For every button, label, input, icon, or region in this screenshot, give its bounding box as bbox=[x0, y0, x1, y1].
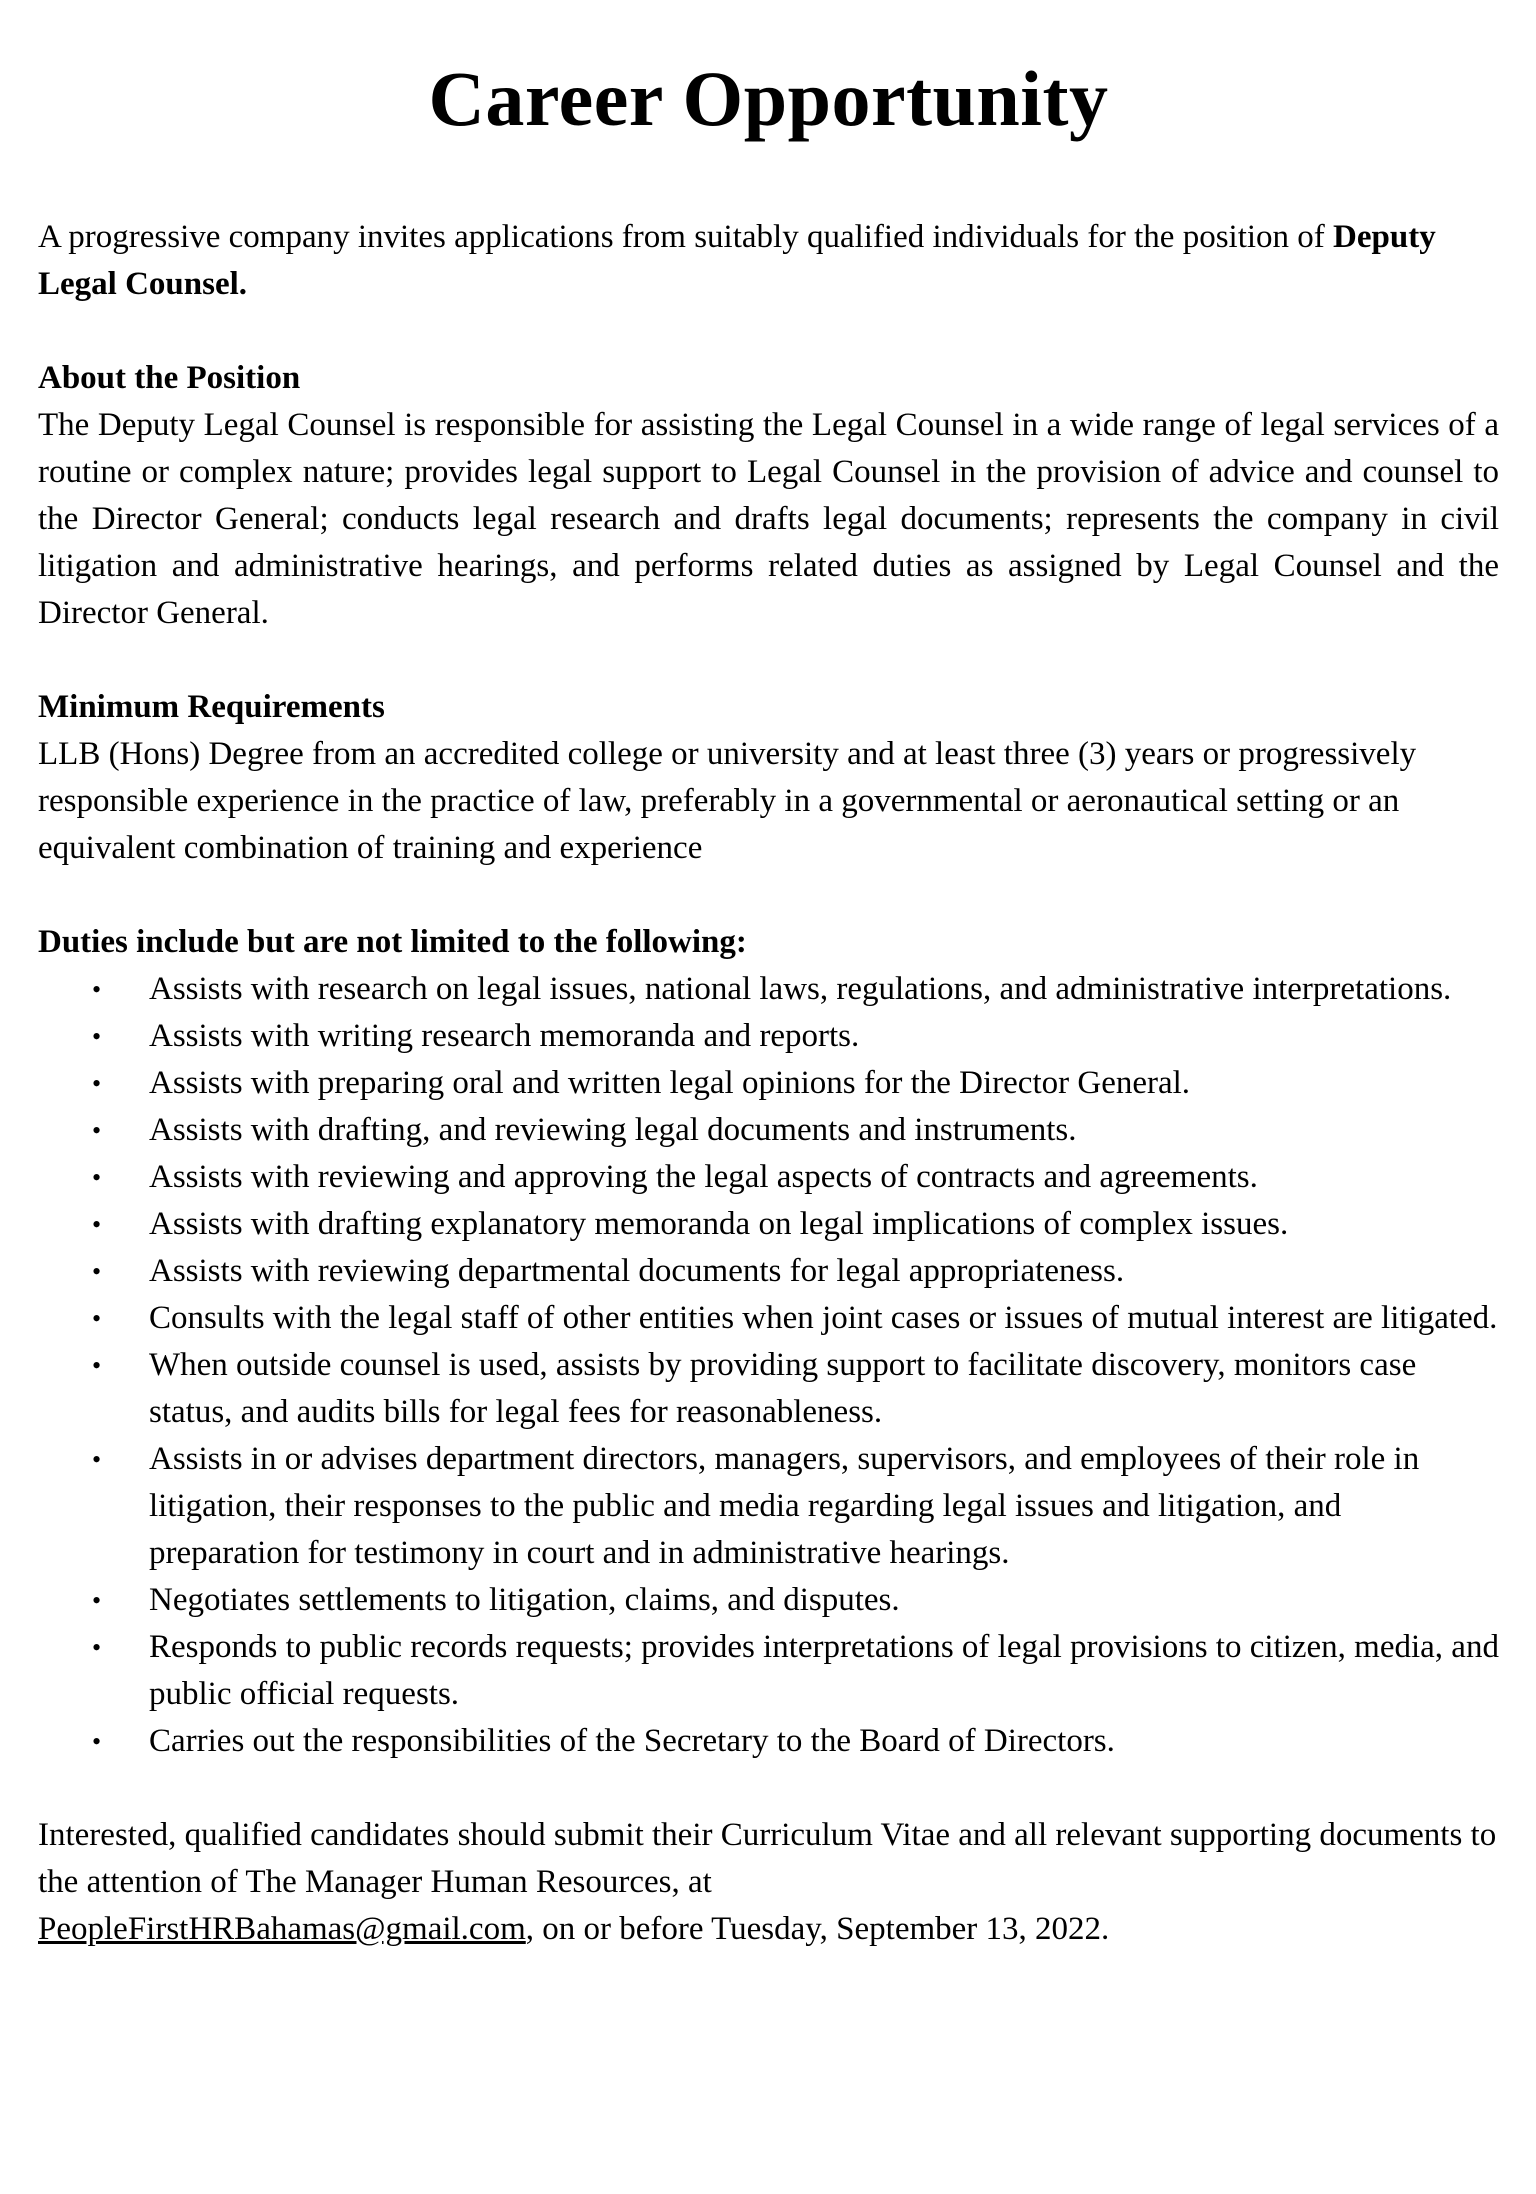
duty-text: Assists with drafting, and reviewing legal documents and instruments. bbox=[149, 1112, 1077, 1148]
intro-paragraph bbox=[38, 214, 1499, 308]
duty-item bbox=[38, 1577, 1499, 1624]
bullet-icon: • bbox=[92, 1351, 102, 1380]
requirements-heading: Minimum Requirements bbox=[38, 689, 385, 725]
closing-deadline: , on or before Tuesday, September 13, 2022. bbox=[525, 1911, 1110, 1947]
requirements-body: LLB (Hons) Degree from an accredited college or university and at least three (3) years or progressively responsible experience in the practice of law, preferably in a governmental or aeronautical setting or an equivalent combination of training and experience bbox=[38, 736, 1417, 866]
bullet-icon: • bbox=[92, 1116, 102, 1145]
duty-item bbox=[38, 1718, 1499, 1765]
duties-heading: Duties include but are not limited to the following: bbox=[38, 924, 747, 960]
duty-text: When outside counsel is used, assists by providing support to facilitate discovery, monitors case status, and audits bills for legal fees for reasonableness. bbox=[149, 1347, 1417, 1430]
duties-section bbox=[38, 919, 1499, 1765]
duty-item bbox=[38, 1295, 1499, 1342]
duty-item bbox=[38, 1342, 1499, 1436]
about-section bbox=[38, 355, 1499, 637]
about-body: The Deputy Legal Counsel is responsible for assisting the Legal Counsel in a wide range of legal services of a routine or complex nature; provides legal support to Legal Counsel in the provision of advice and counsel to the Director General; conducts legal research and drafts legal documents; represents the company in civil litigation and administrative hearings, and performs related duties as assigned by Legal Counsel and the Director General. bbox=[38, 407, 1499, 631]
duty-text: Assists with research on legal issues, national laws, regulations, and administrative interpretations. bbox=[149, 971, 1452, 1007]
duty-item bbox=[38, 1624, 1499, 1718]
bullet-icon: • bbox=[92, 1727, 102, 1756]
duty-text: Carries out the responsibilities of the Secretary to the Board of Directors. bbox=[149, 1723, 1115, 1759]
duty-item bbox=[38, 1436, 1499, 1577]
duty-item bbox=[38, 1013, 1499, 1060]
duty-text: Assists with reviewing departmental documents for legal appropriateness. bbox=[149, 1253, 1125, 1289]
bullet-icon: • bbox=[92, 1163, 102, 1192]
duty-text: Assists with writing research memoranda and reports. bbox=[149, 1018, 860, 1054]
requirements-section bbox=[38, 684, 1499, 872]
about-heading: About the Position bbox=[38, 360, 301, 396]
email-link[interactable]: PeopleFirstHRBahamas@gmail.com bbox=[38, 1911, 526, 1947]
duty-item bbox=[38, 1154, 1499, 1201]
duty-item bbox=[38, 1060, 1499, 1107]
bullet-icon: • bbox=[92, 1257, 102, 1286]
closing-section bbox=[38, 1812, 1499, 1953]
page-title: Career Opportunity bbox=[428, 55, 1109, 142]
duty-text: Assists in or advises department directors, managers, supervisors, and employees of their role in litigation, their responses to the public and media regarding legal issues and litigation, and preparation for testimony in court and in administrative hearings. bbox=[149, 1441, 1420, 1571]
duty-item bbox=[38, 1107, 1499, 1154]
closing-text: Interested, qualified candidates should submit their Curriculum Vitae and all relevant supporting documents to the attention of The Manager Human Resources, at bbox=[38, 1817, 1497, 1900]
duty-item bbox=[38, 966, 1499, 1013]
duties-list bbox=[38, 966, 1499, 1765]
bullet-icon: • bbox=[92, 1304, 102, 1333]
closing-paragraph bbox=[38, 1812, 1499, 1953]
bullet-icon: • bbox=[92, 1633, 102, 1662]
duty-text: Assists with preparing oral and written legal opinions for the Director General. bbox=[149, 1065, 1191, 1101]
bullet-icon: • bbox=[92, 1445, 102, 1474]
intro-text: A progressive company invites applications from suitably qualified individuals for the position of bbox=[38, 219, 1334, 255]
duty-item bbox=[38, 1201, 1499, 1248]
bullet-icon: • bbox=[92, 975, 102, 1004]
duty-item bbox=[38, 1248, 1499, 1295]
bullet-icon: • bbox=[92, 1022, 102, 1051]
duty-text: Responds to public records requests; provides interpretations of legal provisions to citizen, media, and public official requests. bbox=[149, 1629, 1499, 1712]
document-page bbox=[38, 0, 1499, 1953]
bullet-icon: • bbox=[92, 1586, 102, 1615]
duty-text: Consults with the legal staff of other entities when joint cases or issues of mutual interest are litigated. bbox=[149, 1300, 1498, 1336]
bullet-icon: • bbox=[92, 1210, 102, 1239]
duty-text: Assists with reviewing and approving the legal aspects of contracts and agreements. bbox=[149, 1159, 1258, 1195]
duty-text: Negotiates settlements to litigation, claims, and disputes. bbox=[149, 1582, 900, 1618]
duty-text: Assists with drafting explanatory memoranda on legal implications of complex issues. bbox=[149, 1206, 1289, 1242]
bullet-icon: • bbox=[92, 1069, 102, 1098]
position-title: Deputy Legal Counsel. bbox=[38, 219, 1436, 302]
